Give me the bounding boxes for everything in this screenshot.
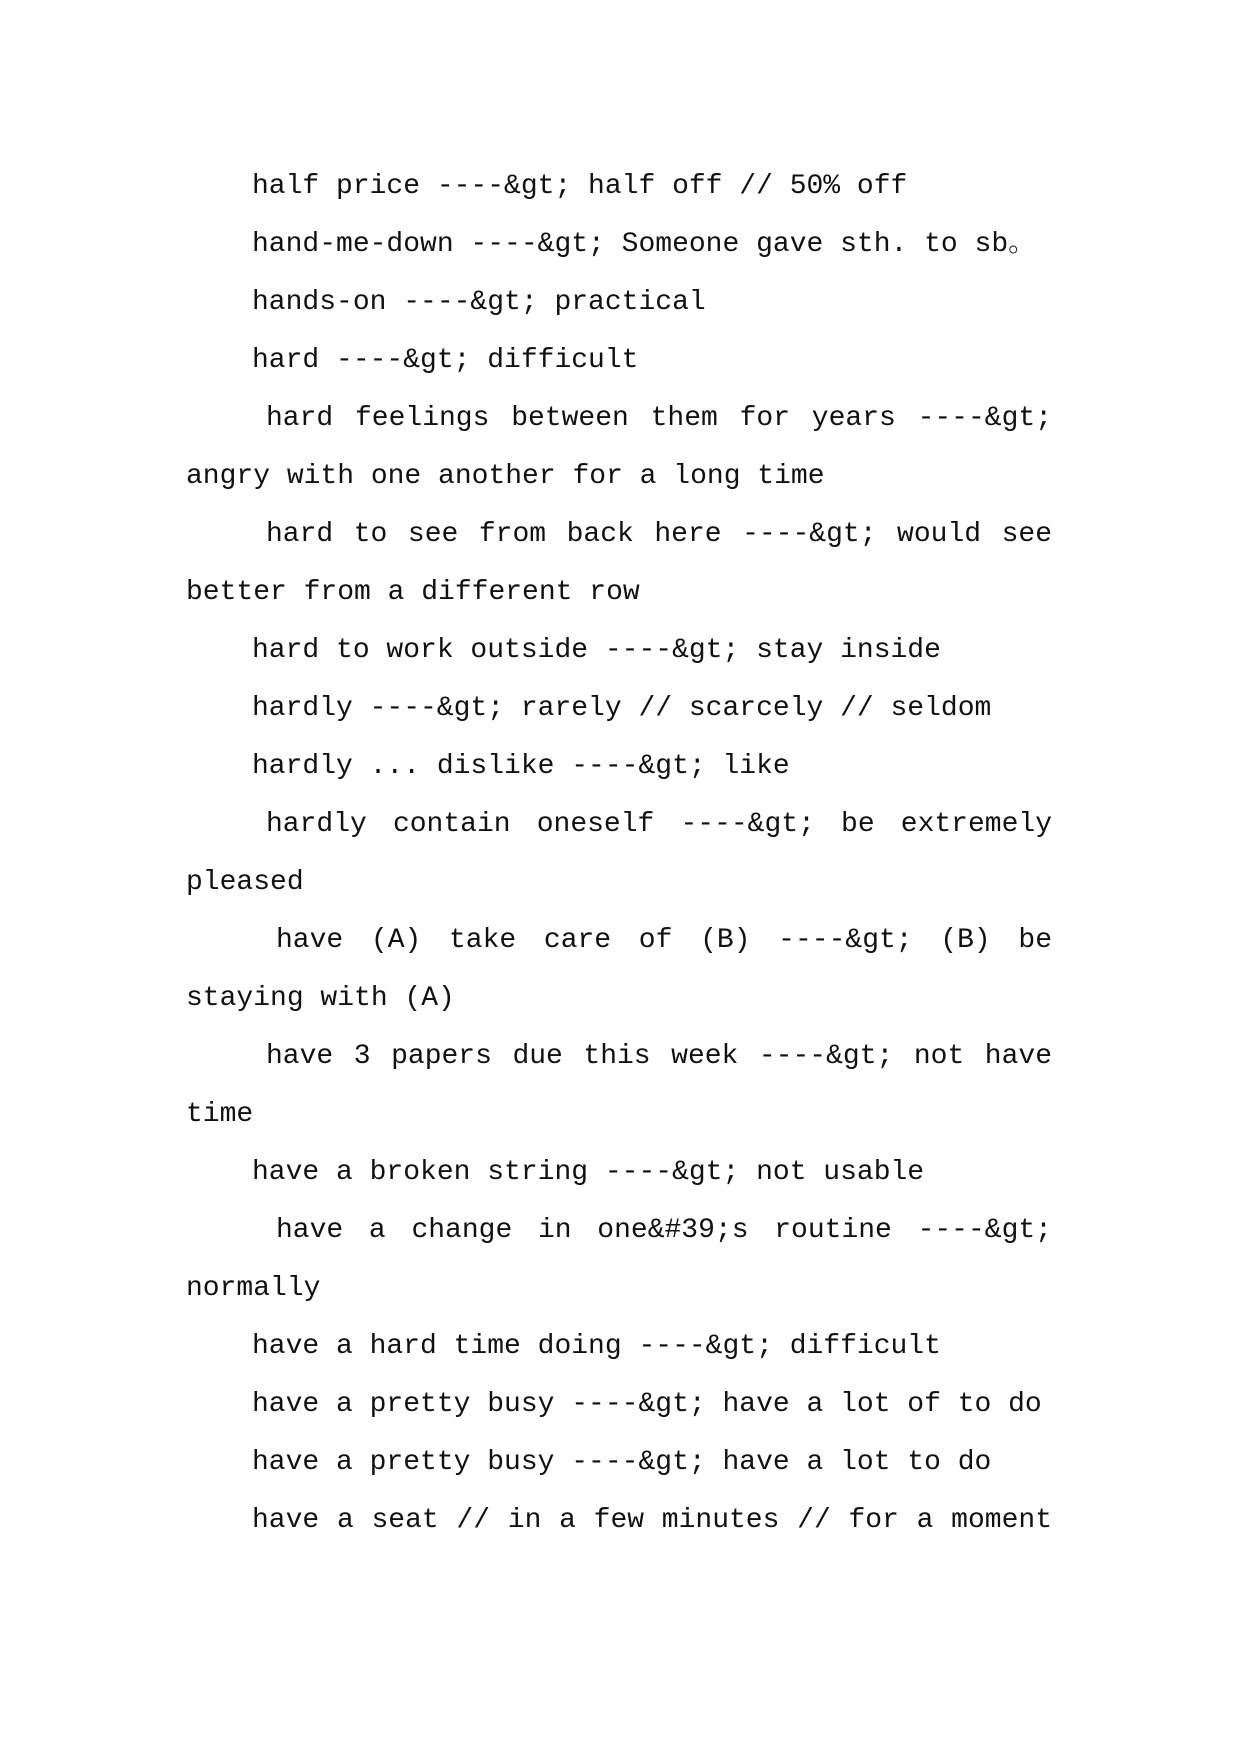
text-line: have a broken string ----&gt; not usable	[252, 1157, 925, 1188]
text-line: hard ----&gt; difficult	[252, 345, 639, 376]
text-line: staying with (A)	[186, 983, 455, 1014]
text-line: hard to see from back here ----&gt; would see	[266, 519, 1052, 550]
text-line: hand-me-down ----&gt; Someone gave sth. to sb。	[252, 229, 1037, 260]
text-line: have 3 papers due this week ----&gt; not have	[266, 1041, 1052, 1072]
text-line: hard feelings between them for years ----&gt;	[266, 403, 1052, 434]
document-text-block	[186, 158, 1052, 1550]
text-line: hands-on ----&gt; practical	[252, 287, 706, 318]
text-line: have a pretty busy ----&gt; have a lot of to do	[252, 1389, 1042, 1420]
text-line: hardly ... dislike ----&gt; like	[252, 751, 790, 782]
text-line: better from a different row	[186, 577, 640, 608]
text-line: pleased	[186, 867, 304, 898]
text-line: have a change in one&#39;s routine ----&gt;	[276, 1215, 1052, 1246]
text-line: normally	[186, 1273, 321, 1304]
text-line: angry with one another for a long time	[186, 461, 825, 492]
text-line: hardly ----&gt; rarely // scarcely // seldom	[252, 693, 992, 724]
text-line: have (A) take care of (B) ----&gt; (B) be	[276, 925, 1052, 956]
text-line: hardly contain oneself ----&gt; be extremely	[266, 809, 1052, 840]
text-line: have a seat // in a few minutes // for a moment	[252, 1505, 1052, 1536]
text-line: have a pretty busy ----&gt; have a lot to do	[252, 1447, 992, 1478]
text-line: have a hard time doing ----&gt; difficult	[252, 1331, 941, 1362]
text-line: time	[186, 1099, 254, 1130]
text-line: hard to work outside ----&gt; stay inside	[252, 635, 941, 666]
text-line: half price ----&gt; half off // 50% off	[252, 171, 908, 202]
